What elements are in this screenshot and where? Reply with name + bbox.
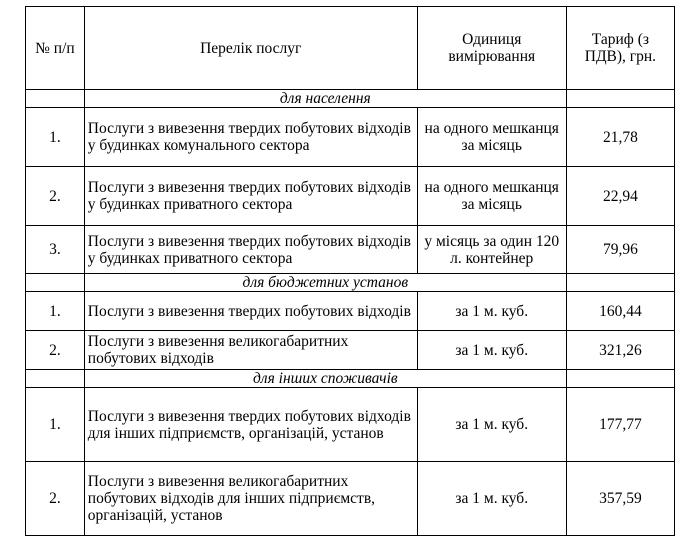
row-num: 1.	[26, 388, 85, 462]
row-num: 1.	[26, 108, 85, 167]
row-name: Послуги з вивезення твердих побутових відходів	[84, 292, 417, 331]
row-unit: у місяць за один 120 л. контейнер	[417, 226, 566, 274]
row-name: Послуги з вивезення твердих побутових відходів у будинках приватного сектора	[84, 167, 417, 226]
section-row	[26, 370, 675, 388]
header-tariff: Тариф (з ПДВ), грн.	[566, 7, 674, 90]
header-unit: Одиниця вимірювання	[417, 7, 566, 90]
row-tariff: 79,96	[566, 226, 674, 274]
row-unit: на одного мешканця за місяць	[417, 167, 566, 226]
row-tariff: 21,78	[566, 108, 674, 167]
row-num: 3.	[26, 226, 85, 274]
section-title: для населення	[84, 90, 566, 108]
table-row	[26, 462, 675, 536]
section-row	[26, 274, 675, 292]
row-num: 1.	[26, 292, 85, 331]
tariff-table	[25, 6, 675, 536]
table-row	[26, 331, 675, 370]
row-tariff: 22,94	[566, 167, 674, 226]
row-name: Послуги з вивезення твердих побутових відходів у будинках комунального сектора	[84, 108, 417, 167]
section-title: для бюджетних установ	[84, 274, 566, 292]
row-num: 2.	[26, 462, 85, 536]
row-num: 2.	[26, 331, 85, 370]
header-row	[26, 7, 675, 90]
row-name: Послуги з вивезення твердих побутових відходів у будинках приватного сектора	[84, 226, 417, 274]
row-unit: за 1 м. куб.	[417, 292, 566, 331]
section-title: для інших споживачів	[84, 370, 566, 388]
table-row	[26, 388, 675, 462]
row-unit: за 1 м. куб.	[417, 331, 566, 370]
table-row	[26, 108, 675, 167]
section-row	[26, 90, 675, 108]
row-name: Послуги з вивезення твердих побутових відходів для інших підприємств, організацій, установ	[84, 388, 417, 462]
row-num: 2.	[26, 167, 85, 226]
row-tariff: 357,59	[566, 462, 674, 536]
row-name: Послуги з вивезення великогабаритних побутових відходів	[84, 331, 417, 370]
table-row	[26, 167, 675, 226]
header-num: № п/п	[26, 7, 85, 90]
row-unit: на одного мешканця за місяць	[417, 108, 566, 167]
row-unit: за 1 м. куб.	[417, 462, 566, 536]
row-tariff: 321,26	[566, 331, 674, 370]
row-name: Послуги з вивезення великогабаритних побутових відходів для інших підприємств, організацій, установ	[84, 462, 417, 536]
row-unit: за 1 м. куб.	[417, 388, 566, 462]
table-row	[26, 226, 675, 274]
header-name: Перелік послуг	[84, 7, 417, 90]
row-tariff: 177,77	[566, 388, 674, 462]
table-row	[26, 292, 675, 331]
row-tariff: 160,44	[566, 292, 674, 331]
